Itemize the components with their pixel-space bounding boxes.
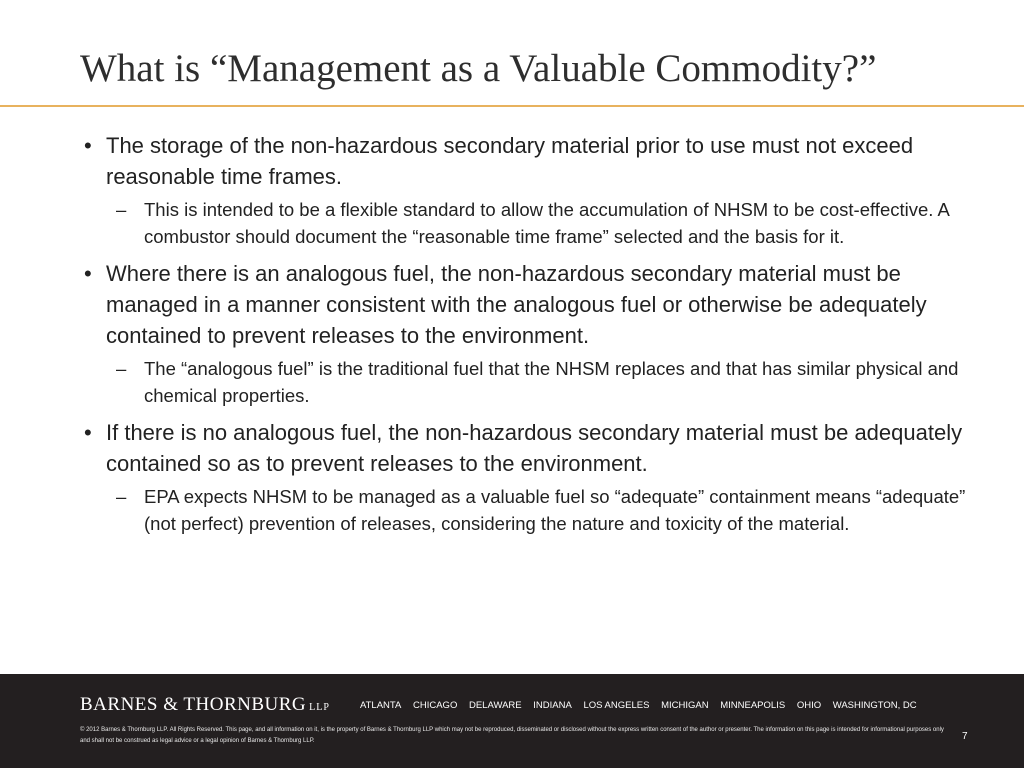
- logo-name: BARNES & THORNBURG: [80, 694, 307, 715]
- bullet-text: If there is no analogous fuel, the non-hazardous secondary material must be adequately contained so as to prevent releases to the environment.: [106, 420, 963, 476]
- firm-logo: [80, 694, 330, 716]
- sub-bullet-marker: –: [116, 486, 127, 507]
- page-number: 7: [962, 731, 968, 742]
- sub-bullet-text: This is intended to be a flexible standard to allow the accumulation of NHSM to be cost-effective. A combustor should document the “reasonable time frame” selected and the basis for it.: [144, 199, 949, 247]
- sub-bullet-text: EPA expects NHSM to be managed as a valuable fuel so “adequate” containment means “adequate” (not perfect) prevention of releases, considering the nature and toxicity of the material.: [144, 486, 966, 534]
- office-list: [360, 700, 926, 711]
- bullet-text: The storage of the non-hazardous secondary material prior to use must not exceed reasonable time frames.: [106, 133, 914, 189]
- bullet-marker: •: [84, 420, 92, 445]
- office-washington-dc: WASHINGTON, DC: [832, 700, 917, 711]
- office-minneapolis: MINNEAPOLIS: [720, 700, 786, 711]
- office-atlanta: ATLANTA: [360, 700, 402, 711]
- legal-notice: © 2012 Barnes & Thornburg LLP. All Rights Reserved. This page, and all information on it, is the property of Barnes & Thornburg LLP which may not be reproduced, disseminated or disclosed without the express written consent of the author or presenter. The information on this page is intended for informational purposes only and shall not be construed as legal advice or a legal opinion of Barnes & Thornburg LLP.: [80, 727, 944, 744]
- sub-bullet-marker: –: [116, 358, 127, 379]
- sub-bullet-item: [80, 355, 980, 409]
- bullet-list: [80, 130, 980, 537]
- title-divider: [0, 105, 1024, 107]
- office-michigan: MICHIGAN: [661, 700, 709, 711]
- footer-bar: [0, 674, 1024, 768]
- bullet-item: [80, 258, 980, 351]
- office-los-angeles: LOS ANGELES: [583, 700, 650, 711]
- bullet-text: Where there is an analogous fuel, the non-hazardous secondary material must be managed in a manner consistent with the analogous fuel or otherwise be adequately contained to prevent releases to the environment.: [106, 261, 927, 348]
- office-indiana: INDIANA: [533, 700, 572, 711]
- office-chicago: CHICAGO: [413, 700, 458, 711]
- bullet-marker: •: [84, 261, 92, 286]
- sub-bullet-item: [80, 483, 980, 537]
- bullet-marker: •: [84, 133, 92, 158]
- office-ohio: OHIO: [796, 700, 822, 711]
- office-delaware: DELAWARE: [468, 700, 522, 711]
- logo-suffix: LLP: [309, 702, 330, 713]
- slide-title: What is “Management as a Valuable Commodity?”: [80, 47, 877, 90]
- sub-bullet-item: [80, 196, 980, 250]
- bullet-item: [80, 417, 980, 479]
- slide-content: [80, 130, 980, 545]
- sub-bullet-marker: –: [116, 199, 127, 220]
- bullet-item: [80, 130, 980, 192]
- sub-bullet-text: The “analogous fuel” is the traditional fuel that the NHSM replaces and that has similar physical and chemical properties.: [144, 358, 959, 406]
